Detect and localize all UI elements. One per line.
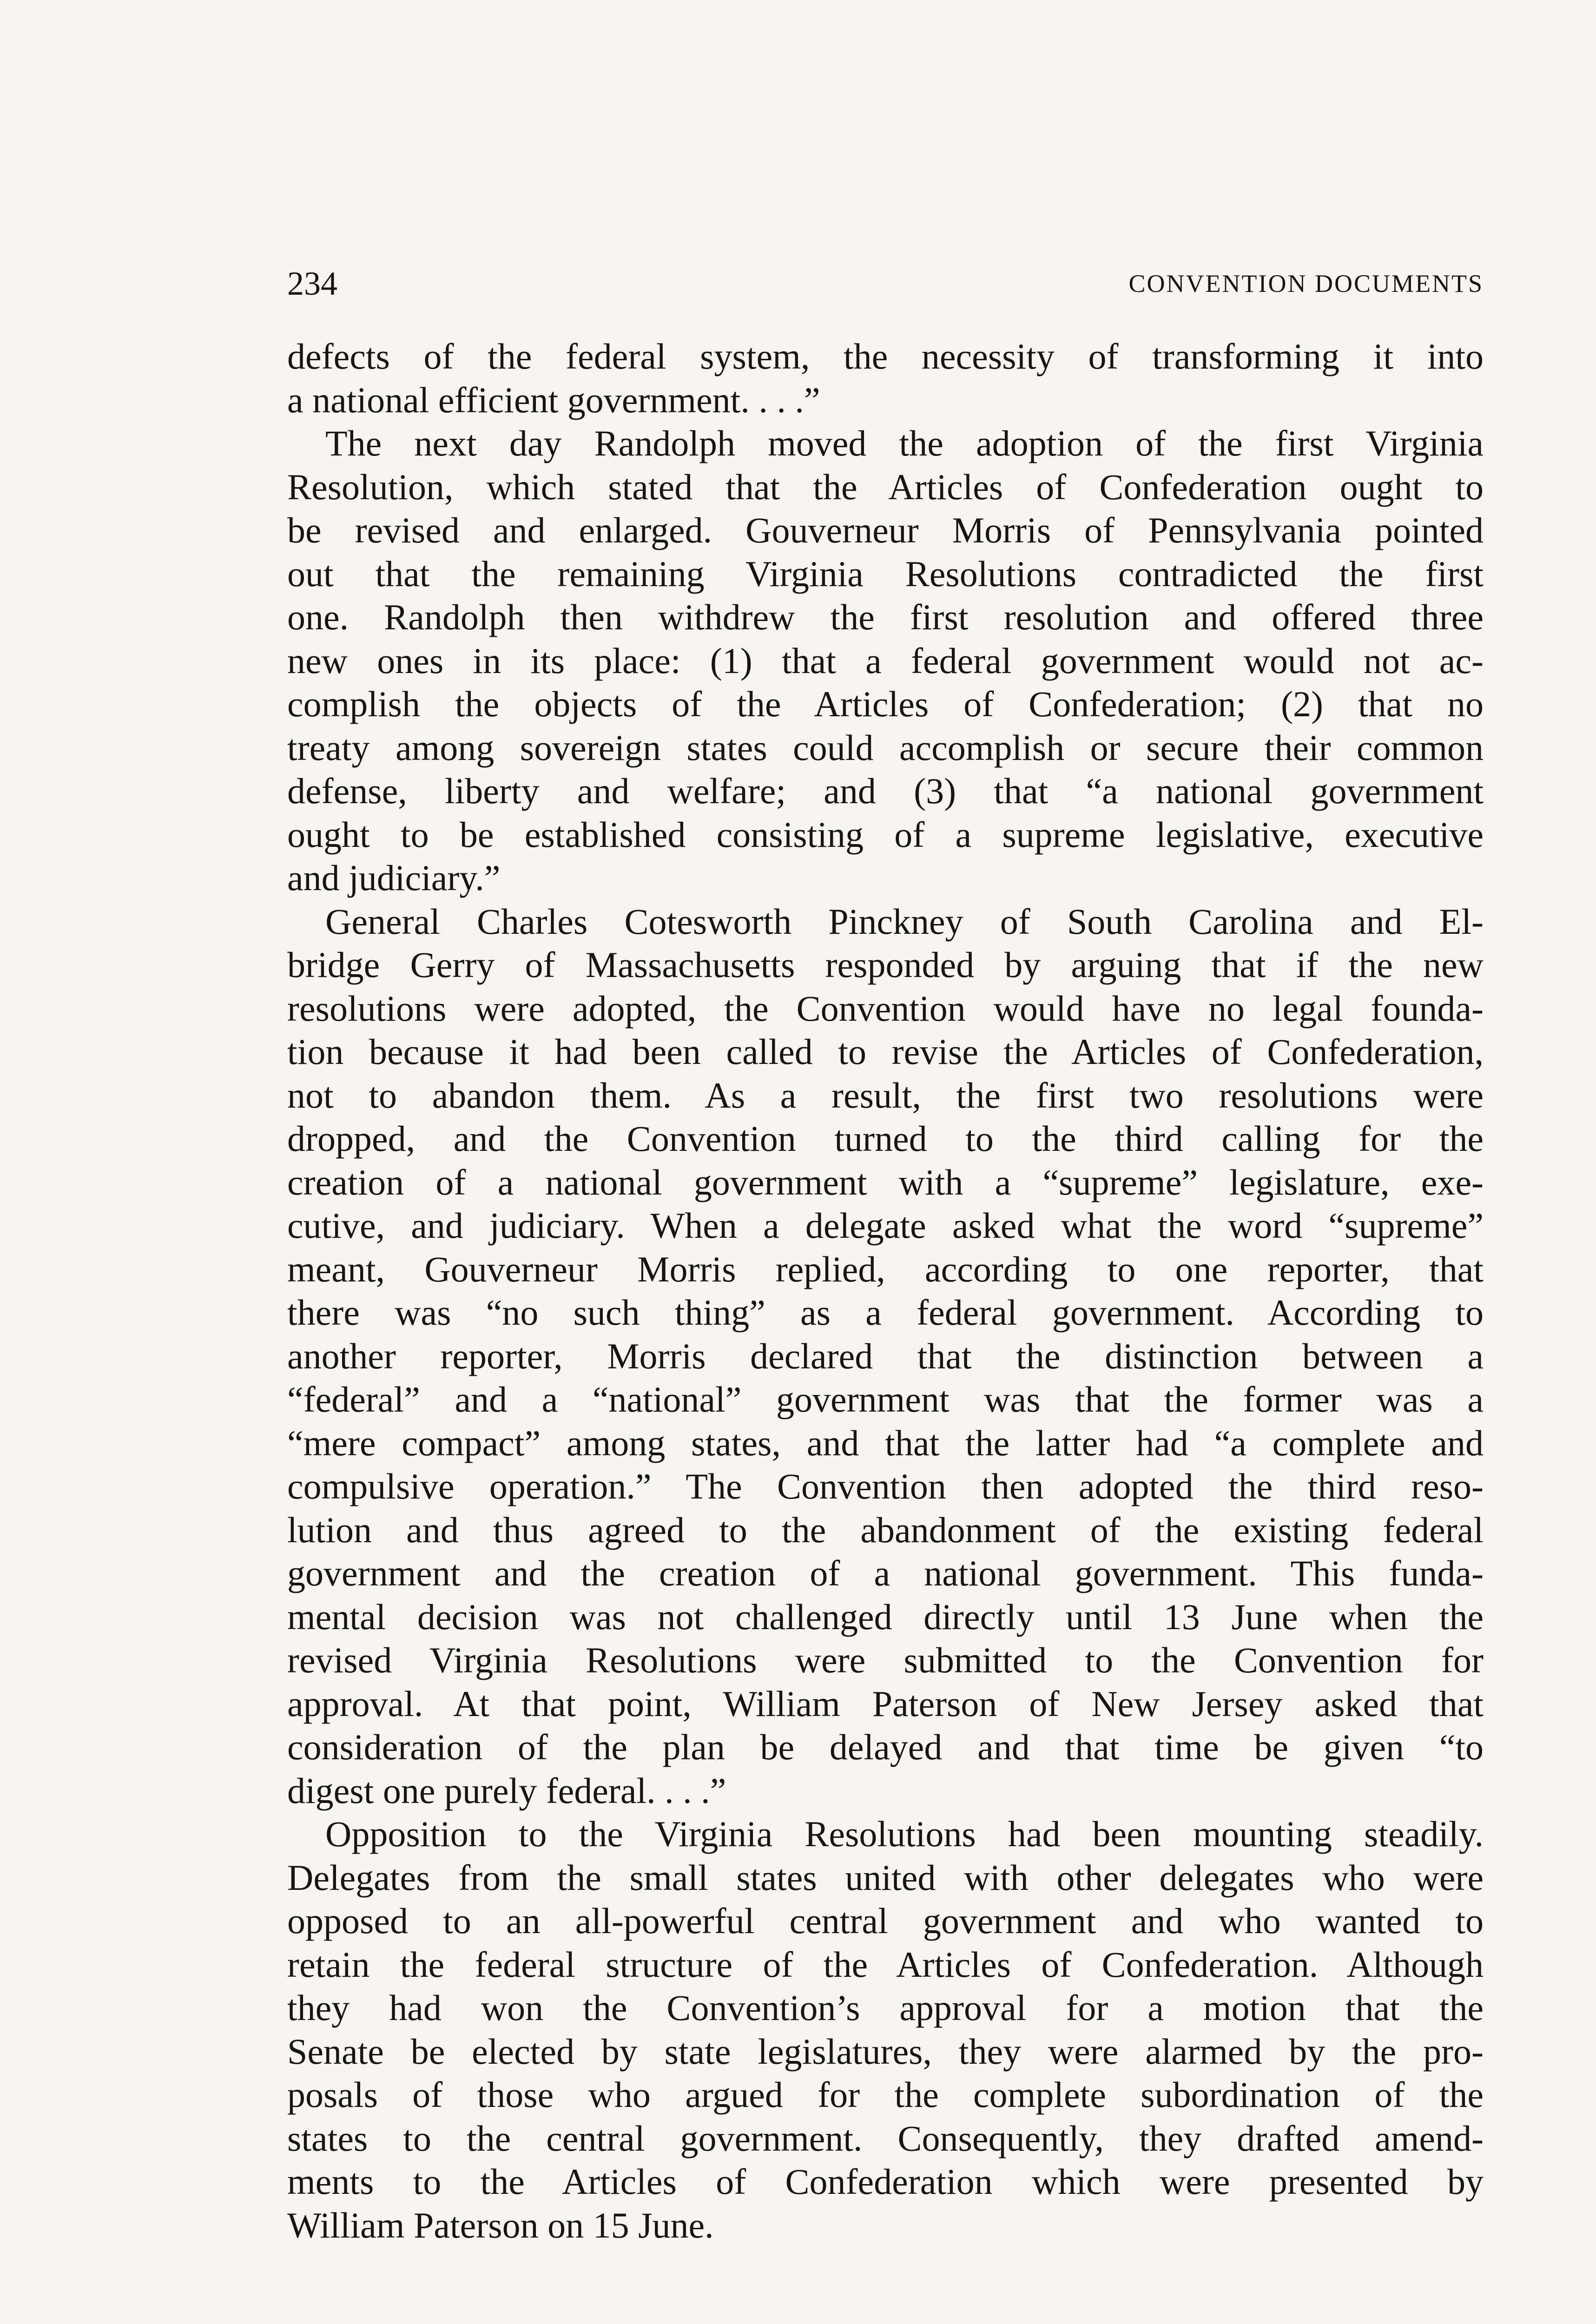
text-line: Resolution, which stated that the Articles of Confederation ought to — [287, 466, 1484, 507]
text-line: lution and thus agreed to the abandonment of the existing federal — [287, 1509, 1484, 1550]
text-line: complish the objects of the Articles of Confederation; (2) that no — [287, 684, 1484, 724]
text-line: ought to be established consisting of a supreme legislative, executive — [287, 814, 1484, 855]
text-line: and judiciary.” — [287, 858, 501, 898]
text-line: posals of those who argued for the complete subordination of the — [287, 2074, 1484, 2115]
text-line: states to the central government. Consequently, they drafted amend- — [287, 2118, 1484, 2159]
page-number: 234 — [287, 265, 337, 302]
text-line: new ones in its place: (1) that a federal government would not ac- — [287, 640, 1484, 681]
text-line: there was “no such thing” as a federal government. According to — [287, 1292, 1484, 1333]
text-line: tion because it had been called to revise the Articles of Confederation, — [287, 1031, 1484, 1072]
text-line: The next day Randolph moved the adoption of the first Virginia — [325, 423, 1484, 463]
text-line: meant, Gouverneur Morris replied, according to one reporter, that — [287, 1248, 1484, 1289]
text-line: digest one purely federal. . . .” — [287, 1770, 726, 1811]
text-line: ments to the Articles of Confederation which were presented by — [287, 2161, 1484, 2202]
text-line: “federal” and a “national” government was that the former was a — [287, 1379, 1484, 1419]
text-line: defects of the federal system, the necessity of transforming it into — [287, 336, 1484, 376]
text-line: Delegates from the small states united with other delegates who were — [287, 1857, 1484, 1898]
text-line: compulsive operation.” The Convention then adopted the third reso- — [287, 1466, 1484, 1506]
text-line: Opposition to the Virginia Resolutions had been mounting steadily. — [325, 1814, 1484, 1854]
text-line: retain the federal structure of the Articles of Confederation. Although — [287, 1944, 1484, 1985]
text-line: bridge Gerry of Massachusetts responded by arguing that if the new — [287, 944, 1484, 985]
text-line: government and the creation of a national government. This funda- — [287, 1553, 1484, 1593]
text-line: be revised and enlarged. Gouverneur Morris of Pennsylvania pointed — [287, 510, 1484, 550]
text-line: not to abandon them. As a result, the first two resolutions were — [287, 1075, 1484, 1116]
text-line: one. Randolph then withdrew the first resolution and offered three — [287, 597, 1484, 637]
page-header — [287, 260, 1484, 307]
text-line: “mere compact” among states, and that the latter had “a complete and — [287, 1422, 1484, 1463]
text-line: a national efficient government. . . .” — [287, 379, 820, 420]
text-line: resolutions were adopted, the Convention would have no legal founda- — [287, 988, 1484, 1029]
text-line: William Paterson on 15 June. — [287, 2205, 714, 2245]
running-head: CONVENTION DOCUMENTS — [1128, 270, 1484, 297]
text-line: creation of a national government with a “supreme” legislature, exe- — [287, 1162, 1484, 1202]
text-line: approval. At that point, William Paterson of New Jersey asked that — [287, 1683, 1484, 1724]
text-line: revised Virginia Resolutions were submitted to the Convention for — [287, 1640, 1484, 1680]
text-line: consideration of the plan be delayed and that time be given “to — [287, 1727, 1484, 1767]
text-line: cutive, and judiciary. When a delegate asked what the word “supreme” — [287, 1205, 1484, 1246]
text-line: General Charles Cotesworth Pinckney of South Carolina and El- — [325, 901, 1484, 942]
text-line: opposed to an all-powerful central government and who wanted to — [287, 1901, 1484, 1941]
body-text — [287, 335, 1484, 2247]
text-line: they had won the Convention’s approval for a motion that the — [287, 1987, 1484, 2028]
text-line: mental decision was not challenged directly until 13 June when the — [287, 1596, 1484, 1637]
text-line: treaty among sovereign states could accomplish or secure their common — [287, 727, 1484, 768]
text-line: Senate be elected by state legislatures, they were alarmed by the pro- — [287, 2031, 1484, 2072]
text-line: out that the remaining Virginia Resolutions contradicted the first — [287, 553, 1484, 594]
text-line: dropped, and the Convention turned to the third calling for the — [287, 1118, 1484, 1159]
text-line: another reporter, Morris declared that the distinction between a — [287, 1335, 1484, 1376]
text-line: defense, liberty and welfare; and (3) that “a national government — [287, 771, 1484, 811]
